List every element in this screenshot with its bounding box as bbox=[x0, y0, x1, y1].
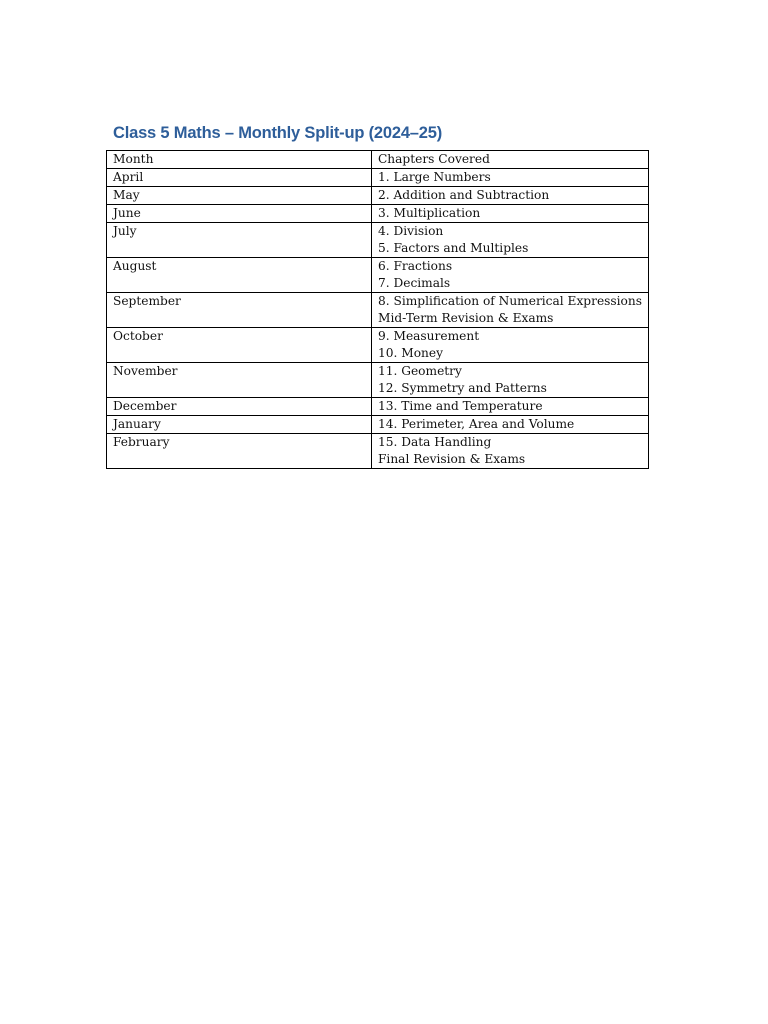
chapter-item: Final Revision & Exams bbox=[377, 452, 526, 466]
monthly-split-table bbox=[106, 150, 649, 469]
chapter-item: 12. Symmetry and Patterns bbox=[377, 381, 547, 395]
month-cell: June bbox=[107, 205, 372, 223]
chapter-item: Mid-Term Revision & Exams bbox=[377, 311, 554, 325]
month-cell: January bbox=[107, 416, 372, 434]
table-row bbox=[107, 416, 649, 434]
table-row bbox=[107, 363, 649, 398]
chapter-item: 5. Factors and Multiples bbox=[377, 241, 529, 255]
table-row bbox=[107, 258, 649, 293]
chapters-cell bbox=[371, 328, 648, 363]
chapters-cell bbox=[371, 205, 648, 223]
table-row bbox=[107, 187, 649, 205]
chapters-cell bbox=[371, 258, 648, 293]
chapters-cell bbox=[371, 434, 648, 469]
chapter-item: 15. Data Handling bbox=[377, 435, 492, 449]
chapter-item: 3. Multiplication bbox=[377, 206, 481, 220]
chapter-item: 1. Large Numbers bbox=[377, 170, 491, 184]
chapter-item: 8. Simplification of Numerical Expressions bbox=[377, 294, 642, 308]
month-cell: August bbox=[107, 258, 372, 293]
chapters-cell bbox=[371, 293, 648, 328]
table-row bbox=[107, 434, 649, 469]
month-cell: February bbox=[107, 434, 372, 469]
chapters-cell bbox=[371, 363, 648, 398]
table-body bbox=[107, 151, 649, 469]
table-row bbox=[107, 223, 649, 258]
table-row bbox=[107, 293, 649, 328]
table-header-row bbox=[107, 151, 649, 169]
chapter-item: 2. Addition and Subtraction bbox=[377, 188, 550, 202]
month-cell: May bbox=[107, 187, 372, 205]
chapter-item: 11. Geometry bbox=[377, 364, 462, 378]
month-cell: November bbox=[107, 363, 372, 398]
month-cell: December bbox=[107, 398, 372, 416]
table-row bbox=[107, 169, 649, 187]
header-month: Month bbox=[107, 151, 372, 169]
table-row bbox=[107, 205, 649, 223]
table-row bbox=[107, 328, 649, 363]
chapters-cell bbox=[371, 187, 648, 205]
month-cell: April bbox=[107, 169, 372, 187]
chapters-cell bbox=[371, 398, 648, 416]
chapter-item: 4. Division bbox=[377, 224, 444, 238]
document-title: Class 5 Maths – Monthly Split-up (2024–25) bbox=[113, 124, 443, 142]
month-cell: July bbox=[107, 223, 372, 258]
month-cell: October bbox=[107, 328, 372, 363]
chapter-item: 9. Measurement bbox=[377, 329, 480, 343]
month-cell: September bbox=[107, 293, 372, 328]
chapters-cell bbox=[371, 223, 648, 258]
chapter-item: 13. Time and Temperature bbox=[377, 399, 543, 413]
table-row bbox=[107, 398, 649, 416]
chapters-cell bbox=[371, 416, 648, 434]
chapter-item: 6. Fractions bbox=[377, 259, 453, 273]
chapter-item: 7. Decimals bbox=[377, 276, 451, 290]
chapters-cell bbox=[371, 169, 648, 187]
chapter-item: 14. Perimeter, Area and Volume bbox=[377, 417, 575, 431]
chapter-item: 10. Money bbox=[377, 346, 443, 360]
header-chapters-covered: Chapters Covered bbox=[371, 151, 648, 169]
